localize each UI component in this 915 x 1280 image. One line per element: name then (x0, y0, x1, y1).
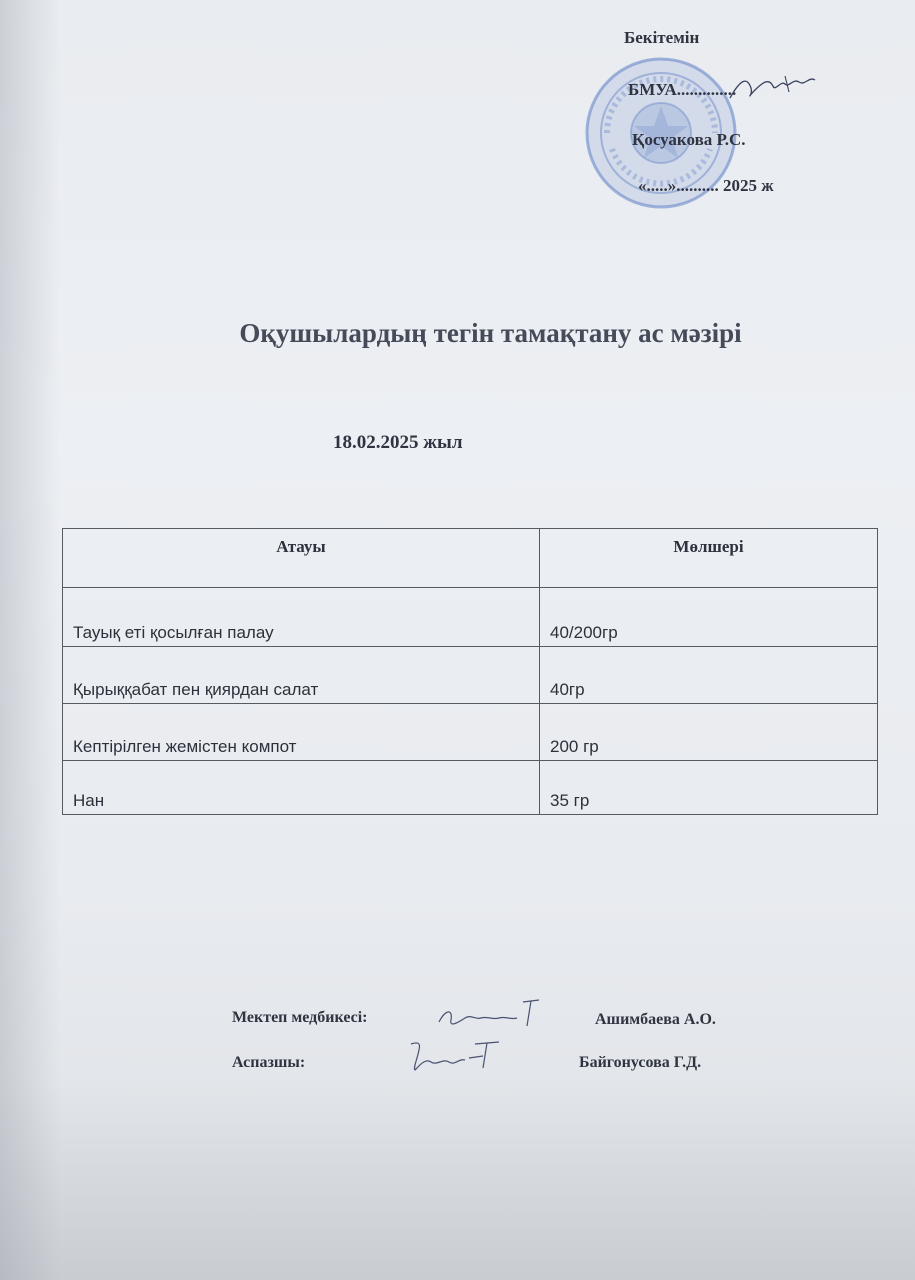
dish-amount-cell (540, 761, 878, 815)
nurse-signature (435, 996, 545, 1034)
dish-name: Қырыққабат пен қиярдан салат (73, 680, 319, 699)
approval-signature (725, 70, 820, 105)
table-row (63, 647, 878, 704)
table-row (63, 761, 878, 815)
approval-name: Қосуакова Р.С. (632, 130, 746, 149)
nurse-name: Ашимбаева А.О. (595, 1011, 716, 1028)
menu-table (62, 528, 878, 815)
dish-name: Тауық еті қосылған палау (73, 623, 274, 642)
column-header-name: Атауы (63, 529, 540, 588)
approval-date: «.....».......... 2025 ж (638, 176, 774, 195)
dish-amount: 200 гр (550, 737, 599, 756)
table-header-row (63, 529, 878, 588)
dish-amount-cell (540, 588, 878, 647)
cook-signature (403, 1036, 513, 1076)
dish-amount: 35 гр (550, 791, 590, 810)
dish-name-cell (63, 761, 540, 815)
approval-organization: БМУА.............. (628, 80, 737, 99)
cook-role-label: Аспазшы: (232, 1054, 306, 1071)
dish-name-cell (63, 647, 540, 704)
paper-shadow-bottom (0, 1080, 915, 1280)
dish-amount: 40гр (550, 680, 585, 699)
dish-amount-cell (540, 647, 878, 704)
document-title: Оқушылардың тегін тамақтану ас мәзірі (239, 318, 742, 348)
dish-amount-cell (540, 704, 878, 761)
dish-amount: 40/200гр (550, 623, 618, 642)
dish-name-cell (63, 588, 540, 647)
table-row (63, 704, 878, 761)
dish-name: Кептірілген жемістен компот (73, 737, 297, 756)
table-row (63, 588, 878, 647)
document-date: 18.02.2025 жыл (333, 432, 463, 453)
approval-block (560, 22, 860, 212)
column-header-amount: Мөлшері (540, 529, 878, 588)
dish-name-cell (63, 704, 540, 761)
nurse-role-label: Мектеп медбикесі: (232, 1009, 368, 1026)
approval-title: Бекітемін (624, 28, 700, 47)
dish-name: Нан (73, 791, 105, 810)
cook-name: Байгонусова Г.Д. (579, 1054, 702, 1071)
